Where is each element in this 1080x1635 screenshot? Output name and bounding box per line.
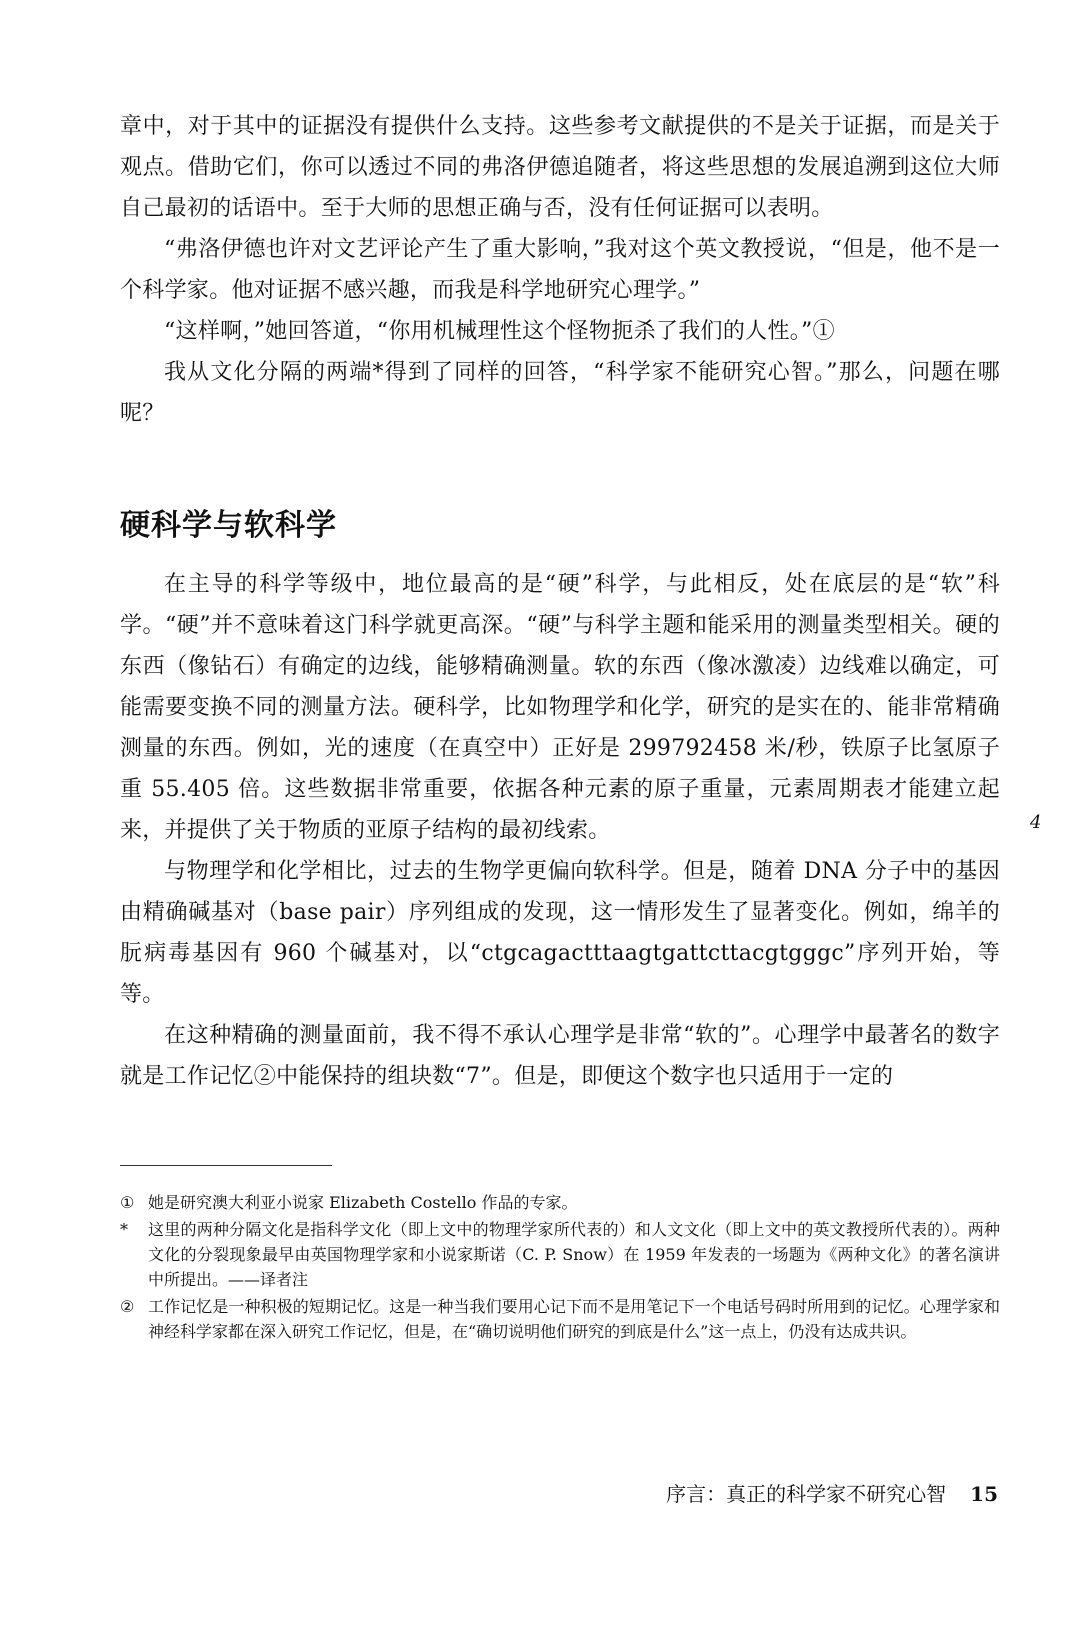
footnote-text: 她是研究澳大利亚小说家 Elizabeth Costello 作品的专家。 [148, 1193, 578, 1212]
body-paragraph: 章中，对于其中的证据没有提供什么支持。这些参考文献提供的不是关于证据，而是关于观点。借助它们，你可以透过不同的弗洛伊德追随者，将这些思想的发展追溯到这位大师自己最初的话语中。至于大师的思想正确与否，没有任何证据可以表明。 [120, 114, 1000, 221]
body-paragraph: “弗洛伊德也许对文艺评论产生了重大影响，”我对这个英文教授说，“但是，他不是一个科学家。他对证据不感兴趣，而我是科学地研究心理学。” [120, 237, 1000, 303]
footnote-mark: ① [120, 1193, 135, 1212]
section-heading: 硬科学与软科学 [120, 508, 337, 543]
footnote-mark: ② [120, 1297, 135, 1316]
running-title: 序言：真正的科学家不研究心智 [666, 1482, 947, 1506]
body-paragraph: 我从文化分隔的两端*得到了同样的回答，“科学家不能研究心智。”那么，问题在哪呢？ [120, 360, 1000, 426]
footnote-divider [120, 1165, 332, 1166]
footnote [120, 1190, 1000, 1215]
page-number: 15 [970, 1482, 998, 1506]
margin-page-number: 4 [1030, 812, 1042, 833]
footnote [120, 1294, 1000, 1344]
page-footer [666, 1478, 998, 1507]
footnote [120, 1217, 1000, 1292]
opening-text [120, 106, 1000, 434]
section-text [120, 564, 1000, 1097]
footnotes [120, 1190, 1000, 1346]
footnote-text: 工作记忆是一种积极的短期记忆。这是一种当我们要用心记下而不是用笔记下一个电话号码时所用到的记忆。心理学家和神经科学家都在深入研究工作记忆，但是，在“确切说明他们研究的到底是什么”这一点上，仍没有达成共识。 [148, 1297, 1000, 1341]
body-paragraph: 在这种精确的测量面前，我不得不承认心理学是非常“软的”。心理学中最著名的数字就是工作记忆②中能保持的组块数“7”。但是，即便这个数字也只适用于一定的 [120, 1023, 1000, 1089]
body-paragraph: “这样啊，”她回答道，“你用机械理性这个怪物扼杀了我们的人性。”① [164, 319, 835, 344]
footnote-text: 这里的两种分隔文化是指科学文化（即上文中的物理学家所代表的）和人文文化（即上文中的英文教授所代表的）。两种文化的分裂现象最早由英国物理学家和小说家斯诺（C. P. Snow）在 1959 年发表的一场题为《两种文化》的著名演讲中所提出。——译者注 [148, 1220, 1000, 1289]
body-paragraph: 在主导的科学等级中，地位最高的是“硬”科学，与此相反，处在底层的是“软”科学。“硬”并不意味着这门科学就更高深。“硬”与科学主题和能采用的测量类型相关。硬的东西（像钻石）有确定的边线，能够精确测量。软的东西（像冰激凌）边线难以确定，可能需要变换不同的测量方法。硬科学，比如物理学和化学，研究的是实在的、能非常精确测量的东西。例如，光的速度（在真空中）正好是 299792458 米/秒，铁原子比氢原子重 55.405 倍。这些数据非常重要，依据各种元素的原子重量，元素周期表才能建立起来，并提供了关于物质的亚原子结构的最初线索。 [120, 572, 1000, 843]
body-paragraph: 与物理学和化学相比，过去的生物学更偏向软科学。但是，随着 DNA 分子中的基因由精确碱基对（base pair）序列组成的发现，这一情形发生了显著变化。例如，绵羊的朊病毒基因有 960 个碱基对，以“ctgcagactttaagtgattcttacgtgggc”序列开始，等等。 [120, 859, 1000, 1007]
footnote-mark: * [120, 1220, 128, 1239]
